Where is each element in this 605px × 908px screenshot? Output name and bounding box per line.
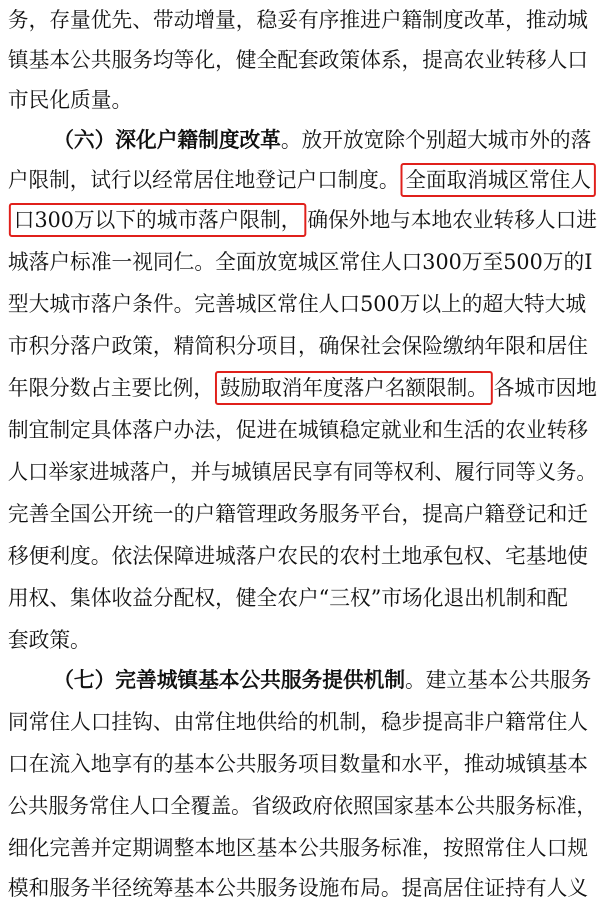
body-text: 细化完善并定期调整本地区基本公共服务标准，按照常住人口规 — [7, 836, 589, 860]
body-text: 型大城市落户条件。完善城区常住人口500万以上的超大特大城 — [7, 292, 587, 316]
body-text: 市民化质量。 — [7, 88, 133, 112]
text-line — [0, 160, 605, 200]
text-line — [0, 702, 605, 742]
highlighted-text: 鼓励取消年度落户名额限制。 — [215, 371, 493, 405]
body-text: 完善全国公开统一的户籍管理政务服务平台，提高户籍登记和迁 — [7, 502, 589, 526]
text-line — [0, 536, 605, 576]
body-text: 用权、集体收益分配权，健全农户“三权”市场化退出机制和配 — [7, 586, 568, 610]
body-text: 务，存量优先、带动增量，稳妥有序推进户籍制度改革，推动城 — [7, 8, 589, 32]
text-line — [0, 284, 605, 324]
body-text: 户限制，试行以经常居住地登记户口制度。 — [7, 168, 400, 192]
body-text: 镇基本公共服务均等化，健全配套政策体系，提高农业转移人口 — [7, 48, 589, 72]
body-text: 各城市因地 — [493, 376, 597, 400]
highlighted-text: 全面取消城区常住人 — [401, 163, 596, 197]
body-text: 。放开放宽除个别超大城市外的落 — [280, 128, 592, 152]
text-line — [0, 326, 605, 366]
body-text: 。建立基本公共服务 — [405, 668, 592, 692]
text-line — [0, 868, 605, 908]
text-line — [0, 744, 605, 784]
text-line — [0, 120, 605, 160]
text-line — [0, 80, 605, 120]
section-heading: （七）完善城镇基本公共服务提供机制 — [53, 667, 406, 692]
body-text: 市积分落户政策，精简积分项目，确保社会保险缴纳年限和居住 — [7, 334, 589, 358]
text-line — [0, 786, 605, 826]
text-line — [0, 242, 605, 282]
body-text: 确保外地与本地农业转移人口进 — [307, 208, 597, 232]
section-heading: （六）深化户籍制度改革 — [53, 127, 281, 152]
body-text: 年限分数占主要比例， — [7, 376, 215, 400]
body-text: 套政策。 — [7, 628, 91, 652]
text-line — [0, 368, 605, 408]
body-text: 人口举家进城落户，并与城镇居民享有同等权利、履行同等义务。 — [7, 460, 597, 484]
body-text: 同常住人口挂钩、由常住地供给的机制，稳步提高非户籍常住人 — [7, 710, 589, 734]
text-line — [0, 578, 605, 618]
body-text: 制宜制定具体落户办法，促进在城镇稳定就业和生活的农业转移 — [7, 418, 589, 442]
text-line — [0, 40, 605, 80]
body-text: 移便利度。依法保障进城落户农民的农村土地承包权、宅基地使 — [7, 544, 589, 568]
text-line — [0, 0, 605, 40]
text-line — [0, 200, 605, 240]
body-text: 口在流入地享有的基本公共服务项目数量和水平，推动城镇基本 — [7, 752, 589, 776]
body-text: 公共服务常住人口全覆盖。省级政府依照国家基本公共服务标准， — [7, 794, 597, 818]
text-line — [0, 660, 605, 700]
text-line — [0, 452, 605, 492]
body-text: 模和服务半径统筹基本公共服务设施布局。提高居住证持有人义 — [7, 876, 589, 900]
text-line — [0, 494, 605, 534]
highlighted-text: 口300万以下的城市落户限制， — [9, 203, 307, 237]
body-text: 城落户标准一视同仁。全面放宽城区常住人口300万至500万的I — [7, 250, 593, 274]
text-line — [0, 410, 605, 450]
text-line — [0, 828, 605, 868]
text-line — [0, 620, 605, 660]
